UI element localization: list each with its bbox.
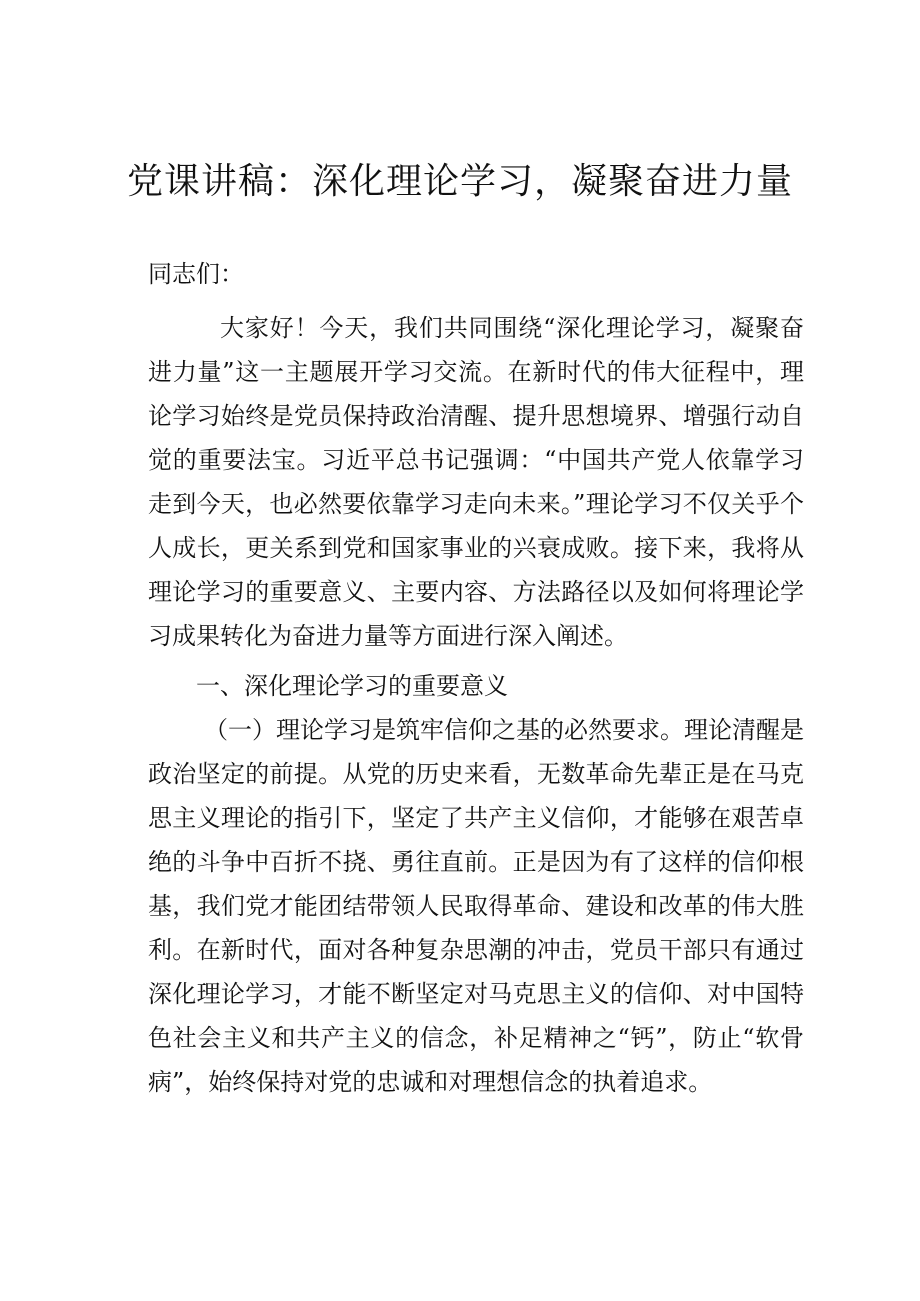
document-body bbox=[148, 252, 804, 1104]
document-title: 党课讲稿：深化理论学习，凝聚奋进力量 bbox=[126, 161, 793, 202]
salutation: 同志们： bbox=[148, 260, 244, 288]
intro-paragraph: 大家好！今天，我们共同围绕“深化理论学习，凝聚奋进力量”这一主题展开学习交流。在新时代的伟大征程中，理论学习始终是党员保持政治清醒、提升思想境界、增强行动自觉的重要法宝。习近平总书记强调：“中国共产党人依靠学习走到今天，也必然要依靠学习走向未来。”理论学习不仅关乎个人成长，更关系到党和国家事业的兴衰成败。接下来，我将从理论学习的重要意义、主要内容、方法路径以及如何将理论学习成果转化为奋进力量等方面进行深入阐述。 bbox=[148, 314, 804, 650]
section-heading-1: 一、深化理论学习的重要意义 bbox=[196, 672, 508, 700]
section-1-paragraph-1: （一）理论学习是筑牢信仰之基的必然要求。理论清醒是政治坚定的前提。从党的历史来看，无数革命先辈正是在马克思主义理论的指引下，坚定了共产主义信仰，才能够在艰苦卓绝的斗争中百折不挠、勇往直前。正是因为有了这样的信仰根基，我们党才能团结带领人民取得革命、建设和改革的伟大胜利。在新时代，面对各种复杂思潮的冲击，党员干部只有通过深化理论学习，才能不断坚定对马克思主义的信仰、对中国特色社会主义和共产主义的信念，补足精神之“钙”，防止“软骨病”，始终保持对党的忠诚和对理想信念的执着追求。 bbox=[148, 716, 804, 1096]
